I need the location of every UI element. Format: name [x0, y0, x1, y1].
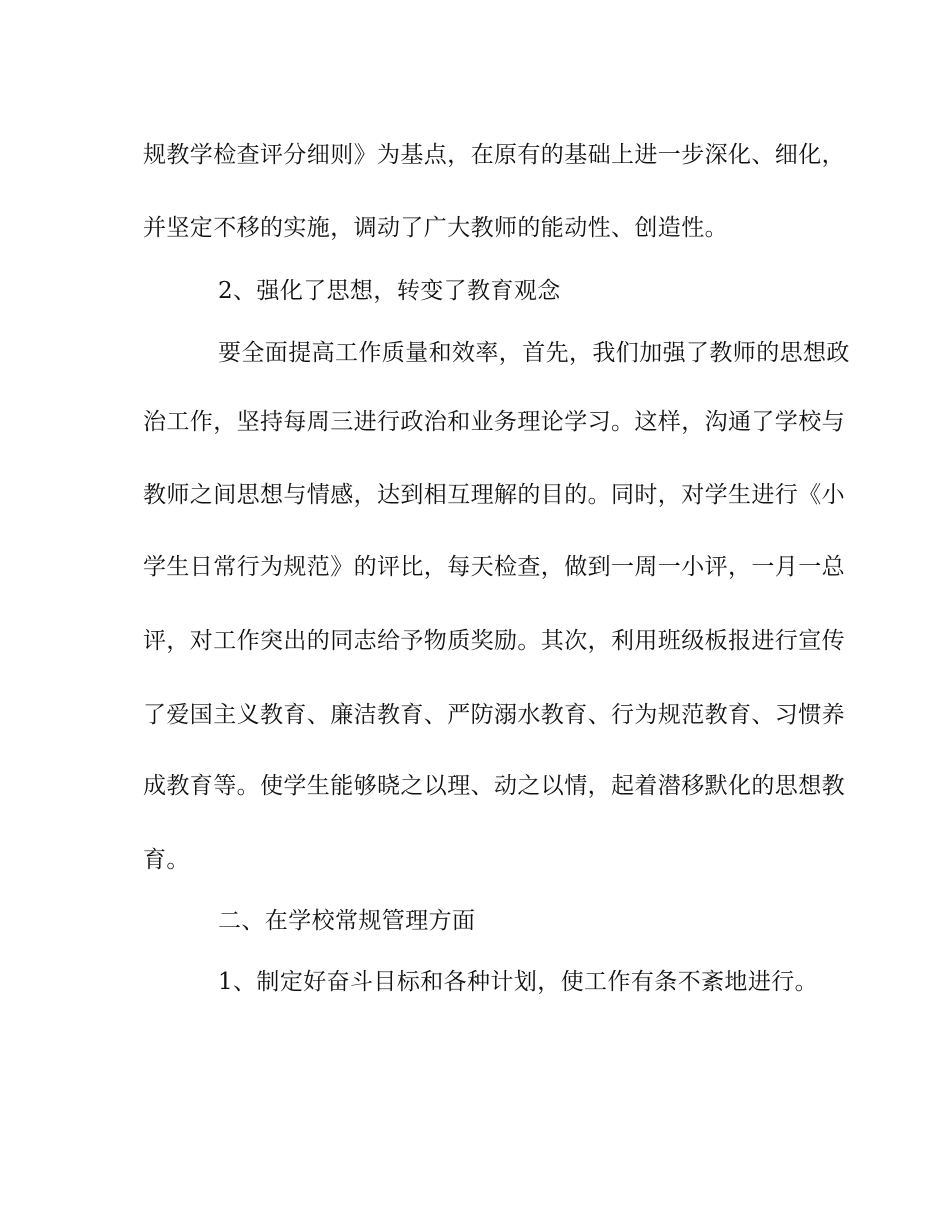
paragraph-line: 并坚定不移的实施，调动了广大教师的能动性、创造性。 [143, 215, 728, 241]
paragraph-line: 评，对工作突出的同志给予物质奖励。其次，利用班级板报进行宣传 [143, 628, 845, 654]
paragraph-line: 学生日常行为规范》的评比，每天检查，做到一周一小评，一月一总 [143, 554, 845, 580]
section-heading: 二、在学校常规管理方面 [218, 908, 476, 934]
paragraph-line: 要全面提高工作质量和效率，首先，我们加强了教师的思想政 [218, 340, 850, 366]
paragraph-line: 1、制定好奋斗目标和各种计划，使工作有条不紊地进行。 [218, 969, 819, 995]
paragraph-line: 了爱国主义教育、廉洁教育、严防溺水教育、行为规范教育、习惯养 [143, 702, 845, 728]
paragraph-line: 育。 [143, 847, 190, 873]
paragraph-line: 教师之间思想与情感，达到相互理解的目的。同时，对学生进行《小 [143, 482, 845, 508]
paragraph-line: 治工作，坚持每周三进行政治和业务理论学习。这样，沟通了学校与 [143, 409, 845, 435]
paragraph-line: 成教育等。使学生能够晓之以理、动之以情，起着潜移默化的思想教 [143, 773, 845, 799]
section-heading: 2、强化了思想，转变了教育观念 [218, 278, 561, 304]
paragraph-line: 规教学检查评分细则》为基点，在原有的基础上进一步深化、细化， [143, 142, 845, 168]
